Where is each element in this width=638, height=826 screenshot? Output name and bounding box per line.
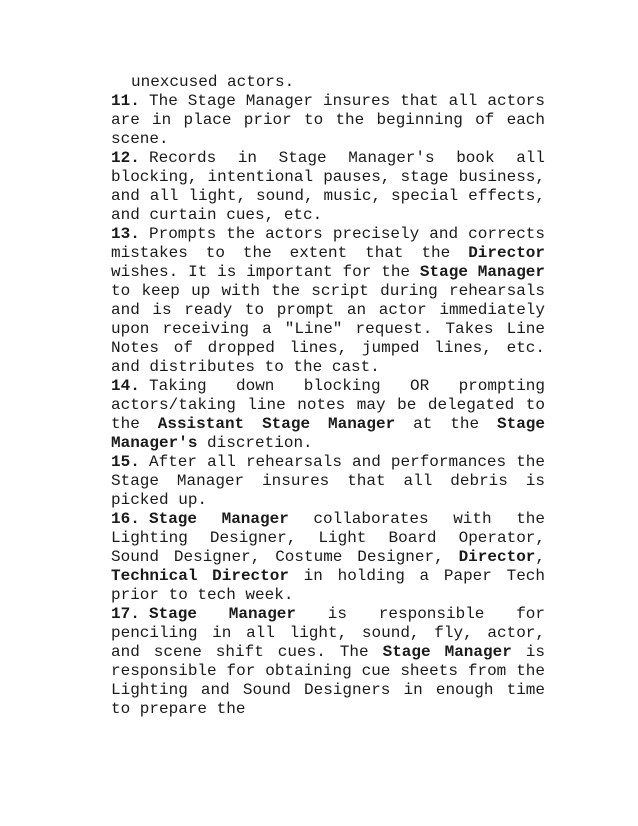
item-paragraph (111, 510, 545, 605)
text-run: After all rehearsals and performances the Stage Manager insures that all debris is picked up. (111, 453, 545, 509)
text-run: wishes. It is important for the (111, 263, 420, 281)
bold-term: Assistant Stage Manager (157, 415, 396, 433)
bold-term: Stage Manager (419, 263, 546, 281)
item-paragraph (111, 92, 545, 149)
item-paragraph (111, 605, 545, 719)
item-paragraph (111, 377, 545, 453)
list-item (111, 605, 545, 719)
text-run: Taking down blocking OR prompting actors/taking line notes may be delegated to the (111, 377, 545, 433)
list-item (111, 377, 545, 453)
bold-term: Stage Manager (382, 643, 512, 661)
item-number: 13. (111, 225, 140, 243)
item-number: 14. (111, 377, 140, 395)
numbered-list (111, 92, 545, 719)
text-run: , (535, 548, 545, 566)
item-paragraph (111, 225, 545, 377)
continuation-text: unexcused actors. (131, 73, 295, 91)
list-item (111, 453, 545, 510)
bold-term: Stage Manager's (111, 415, 546, 452)
bold-term: Stage Manager (149, 605, 297, 623)
text-run: Records in Stage Manager's book all blocking, intentional pauses, stage business, and all light, sound, music, special effects, and curtain cues, etc. (111, 149, 545, 224)
item-paragraph (111, 453, 545, 510)
text-run: Prompts the actors precisely and corrects mistakes to the extent that the (111, 225, 545, 262)
list-item (111, 149, 545, 225)
item-number: 12. (111, 149, 140, 167)
text-run: is responsible for penciling in all light, sound, fly, actor, and scene shift cues. The (111, 605, 545, 661)
text-run: discretion. (197, 434, 313, 452)
item-number: 16. (111, 510, 140, 528)
text-run: to keep up with the script during rehearsals and is ready to prompt an actor immediately upon receiving a "Line" request. Takes Line Notes of dropped lines, jumped lines, etc. and distributes to the cast. (111, 282, 545, 376)
text-run: The Stage Manager insures that all actors are in place prior to the beginning of each scene. (111, 92, 545, 148)
list-item (111, 225, 545, 377)
bold-term: Director (468, 244, 545, 262)
item-number: 11. (111, 92, 140, 110)
document-page (111, 73, 545, 719)
text-run: is responsible for obtaining cue sheets from the Lighting and Sound Designers in enough time to prepare the (111, 643, 546, 718)
bold-term: Stage Manager (149, 510, 289, 528)
item-number: 17. (111, 605, 140, 623)
item-paragraph (111, 149, 545, 225)
bold-term: Director (458, 548, 536, 566)
item-number: 15. (111, 453, 140, 471)
list-item (111, 92, 545, 149)
text-run: collaborates with the Lighting Designer, Light Board Operator, Sound Designer, Costume Designer, (111, 510, 545, 566)
list-item (111, 510, 545, 605)
text-run: at the (395, 415, 497, 433)
text-run: in holding a Paper Tech prior to tech week. (111, 567, 546, 604)
bold-term: Technical Director (111, 567, 289, 585)
